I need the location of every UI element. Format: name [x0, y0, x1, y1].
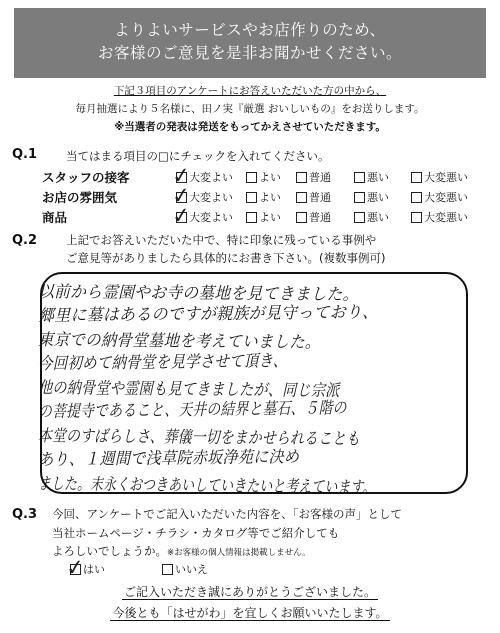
rating-option-label: 大変悪い [424, 171, 468, 184]
checkmark-icon: ✓ [170, 182, 192, 210]
rating-option-label: 大変悪い [424, 191, 468, 204]
checkmark-icon: ✓ [64, 554, 86, 582]
checkmark-icon: ✓ [170, 162, 192, 190]
handwritten-line: 郷里に墓はあるのですが親族が見守っており、 [37, 302, 379, 325]
rating-checkbox[interactable] [411, 192, 422, 203]
thanks-line-2 [0, 604, 500, 621]
rating-row-label: お店の雰囲気 [42, 190, 118, 205]
rating-option[interactable] [296, 189, 331, 205]
rating-option-label: 悪い [367, 171, 389, 184]
q2-line-2: ご意見等がありましたら具体的にお書き下さい。(複数事例可) [66, 251, 386, 265]
rating-row [42, 202, 492, 230]
rating-option[interactable] [296, 209, 331, 225]
rating-option[interactable] [246, 169, 281, 185]
rating-option[interactable] [246, 209, 281, 225]
q1-text: 当てはまる項目の□にチェックを入れてください。 [66, 149, 330, 163]
q1-number: Q.1 [12, 147, 38, 162]
rating-option-label: 大変よい [189, 171, 233, 184]
rating-option[interactable] [411, 209, 468, 225]
rating-checkbox[interactable] [296, 212, 307, 223]
rating-checkbox[interactable] [411, 212, 422, 223]
handwritten-line: の菩提寺であること、天井の結界と墓石、５階の [37, 398, 347, 421]
rating-row-label: スタッフの接客 [42, 170, 130, 185]
rating-option[interactable] [296, 169, 331, 185]
rating-checkbox[interactable] [296, 192, 307, 203]
q3-no-checkbox[interactable] [162, 564, 173, 575]
rating-option-label: よい [259, 171, 281, 184]
rating-option[interactable] [354, 209, 389, 225]
rating-option[interactable] [170, 202, 233, 230]
q3-no-option[interactable] [162, 561, 208, 577]
rating-option-label: よい [259, 191, 281, 204]
rating-option-label: 普通 [309, 191, 331, 204]
rating-option-label: 大変よい [189, 191, 233, 204]
intro-line-2: 毎月抽選により５名様に、田ノ実『厳選 おいしいもの』をお送りします。 [75, 103, 425, 115]
header-banner [14, 8, 486, 78]
rating-option[interactable] [354, 189, 389, 205]
banner-line-1: よりよいサービスやお店作りのため、 [114, 21, 386, 39]
rating-option-label: 悪い [367, 191, 389, 204]
rating-row [42, 182, 492, 210]
rating-checkbox[interactable] [246, 172, 257, 183]
q2-number: Q.2 [12, 233, 38, 248]
checkmark-icon: ✓ [170, 202, 192, 230]
q3-line-1: 今回、アンケートでご記入いただいた内容を、「お客様の声」として [52, 507, 403, 521]
rating-checkbox[interactable] [354, 172, 365, 183]
handwritten-line: 他の納骨堂や霊園も見てきましたが、同じ宗派 [37, 378, 340, 401]
rating-checkbox[interactable] [246, 192, 257, 203]
q2-text [66, 231, 385, 267]
q3-privacy-note: ※お客様の個人情報は掲載しません。 [167, 548, 311, 558]
handwritten-line: あり、１週間で浅草院赤坂浄苑に決め [37, 447, 300, 469]
rating-option-label: 普通 [309, 171, 331, 184]
rating-checkbox[interactable] [246, 212, 257, 223]
handwritten-line: 以前から霊園やお寺の墓地を見てきました。 [37, 282, 359, 304]
rating-checkbox[interactable] [354, 192, 365, 203]
intro-text [0, 82, 500, 136]
rating-option-label: よい [259, 211, 281, 224]
rating-option[interactable] [246, 189, 281, 205]
handwritten-line: 本堂のすばらしさ、葬儀一切をまかせられることも [37, 426, 361, 449]
q3-no-label: いいえ [175, 563, 208, 576]
thanks-line-1 [0, 583, 500, 600]
rating-option[interactable] [354, 169, 389, 185]
rating-option-label: 普通 [309, 211, 331, 224]
rating-checkbox[interactable] [411, 172, 422, 183]
q3-number: Q.3 [12, 507, 38, 522]
rating-checkbox[interactable] [296, 172, 307, 183]
q3-yes-option[interactable] [64, 554, 105, 582]
rating-row-label: 商品 [42, 210, 68, 225]
handwritten-line: ました。末永くおつきあいしていきたいと考えています。 [37, 474, 376, 497]
q3-line-3 [52, 542, 402, 563]
rating-option[interactable] [411, 169, 468, 185]
handwritten-line: 今回初めて納骨堂を見学させて頂き、 [37, 351, 288, 373]
thanks-text-2: 今後とも「はせがわ」を宜しくお願いいたします。 [112, 606, 388, 620]
handwritten-line: 東京での納骨堂墓地を考えていました。 [37, 330, 321, 352]
q3-yes-label: はい [83, 563, 105, 576]
rating-checkbox[interactable] [354, 212, 365, 223]
rating-option-label: 大変悪い [424, 211, 468, 224]
rating-option-label: 悪い [367, 211, 389, 224]
rating-option-label: 大変よい [189, 211, 233, 224]
q2-line-1: 上記でお答えいただいた中で、特に印象に残っている事例や [66, 233, 377, 247]
q3-text [52, 505, 402, 563]
banner-line-2: お客様のご意見を是非お聞かせください。 [97, 44, 402, 62]
q3-line-3-text: よろしいでしょうか。 [52, 544, 167, 558]
rating-option[interactable] [411, 189, 468, 205]
intro-line-1: 下記３項目のアンケートにお答えいただいた方の中から、 [113, 85, 387, 97]
thanks-text-1: ご記入いただき誠にありがとうございました。 [123, 585, 376, 599]
intro-line-3: ※当選者の発表は発送をもってかえさせていただきます。 [114, 121, 386, 133]
rating-row [42, 162, 492, 190]
q3-line-2: 当社ホームページ・チラシ・カタログ等でご紹介しても [52, 525, 340, 540]
